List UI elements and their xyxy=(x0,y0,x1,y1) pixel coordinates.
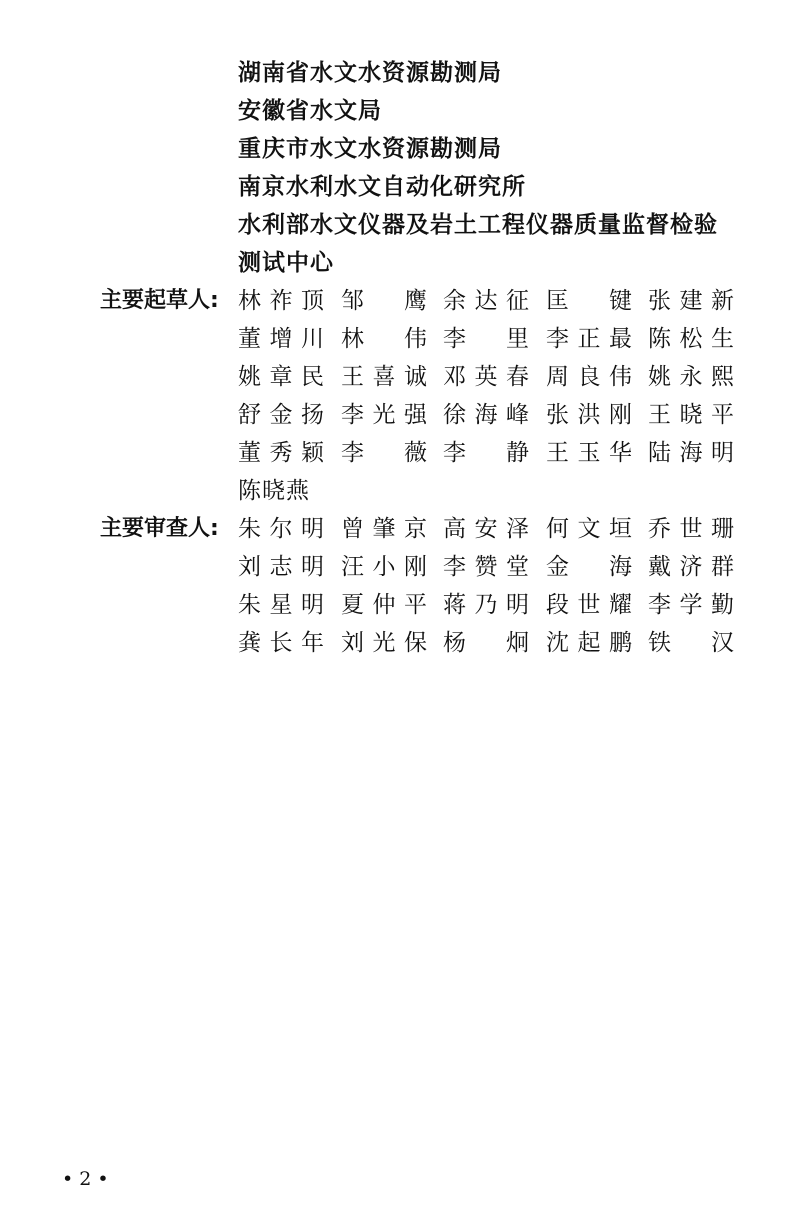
drafter-name: 李正最 xyxy=(546,326,632,352)
reviewer-name: 高安泽 xyxy=(443,516,529,542)
drafter-name: 舒金扬 xyxy=(238,402,324,428)
drafter-name: 林 伟 xyxy=(341,326,427,352)
drafter-name: 董秀颖 xyxy=(238,440,324,466)
reviewer-name: 李赞堂 xyxy=(443,554,529,580)
drafter-name: 王晓平 xyxy=(648,402,734,428)
organization-item: 重庆市水文水资源勘测局 xyxy=(238,136,502,162)
organization-item: 水利部水文仪器及岩土工程仪器质量监督检验 xyxy=(238,212,718,238)
reviewer-name: 蒋乃明 xyxy=(443,592,529,618)
reviewer-name: 戴济群 xyxy=(648,554,734,580)
drafter-name: 姚章民 xyxy=(238,364,324,390)
drafter-name: 李 薇 xyxy=(341,440,427,466)
reviewer-name: 段世耀 xyxy=(546,592,632,618)
organization-item: 测试中心 xyxy=(238,250,334,276)
drafter-name: 董增川 xyxy=(238,326,324,352)
reviewers-label: 主要审查人: xyxy=(100,516,219,541)
drafter-name: 匡 键 xyxy=(546,288,632,314)
reviewer-name: 朱星明 xyxy=(238,592,324,618)
drafter-name: 陆海明 xyxy=(648,440,734,466)
drafter-name: 余达征 xyxy=(443,288,529,314)
drafter-name: 李 静 xyxy=(443,440,529,466)
reviewer-name: 汪小刚 xyxy=(341,554,427,580)
drafter-name: 周良伟 xyxy=(546,364,632,390)
reviewer-name: 沈起鹏 xyxy=(546,630,632,656)
drafter-name: 张洪刚 xyxy=(546,402,632,428)
drafter-name: 王玉华 xyxy=(546,440,632,466)
organization-item: 南京水利水文自动化研究所 xyxy=(238,174,526,200)
drafter-name: 王喜诚 xyxy=(341,364,427,390)
reviewer-name: 铁 汉 xyxy=(648,630,734,656)
reviewer-name: 杨 炯 xyxy=(443,630,529,656)
drafter-name: 徐海峰 xyxy=(443,402,529,428)
drafter-name: 张建新 xyxy=(648,288,734,314)
drafter-name: 李光强 xyxy=(341,402,427,428)
drafters-label: 主要起草人: xyxy=(100,288,219,313)
reviewer-name: 刘志明 xyxy=(238,554,324,580)
reviewer-name: 李学勤 xyxy=(648,592,734,618)
reviewer-name: 曾肇京 xyxy=(341,516,427,542)
drafter-name: 陈晓燕 xyxy=(238,478,310,504)
reviewer-name: 夏仲平 xyxy=(341,592,427,618)
drafter-name: 邓英春 xyxy=(443,364,529,390)
drafter-name: 李 里 xyxy=(443,326,529,352)
reviewer-name: 龚长年 xyxy=(238,630,324,656)
reviewer-name: 乔世珊 xyxy=(648,516,734,542)
organization-item: 安徽省水文局 xyxy=(238,98,382,124)
drafter-name: 林祚顶 xyxy=(238,288,324,314)
drafter-name: 姚永熙 xyxy=(648,364,734,390)
reviewer-name: 何文垣 xyxy=(546,516,632,542)
organization-item: 湖南省水文水资源勘测局 xyxy=(238,60,502,86)
reviewer-name: 刘光保 xyxy=(341,630,427,656)
drafter-name: 邹 鹰 xyxy=(341,288,427,314)
reviewer-name: 朱尔明 xyxy=(238,516,324,542)
page-number: • 2 • xyxy=(62,1168,109,1190)
drafter-name: 陈松生 xyxy=(648,326,734,352)
reviewer-name: 金 海 xyxy=(546,554,632,580)
